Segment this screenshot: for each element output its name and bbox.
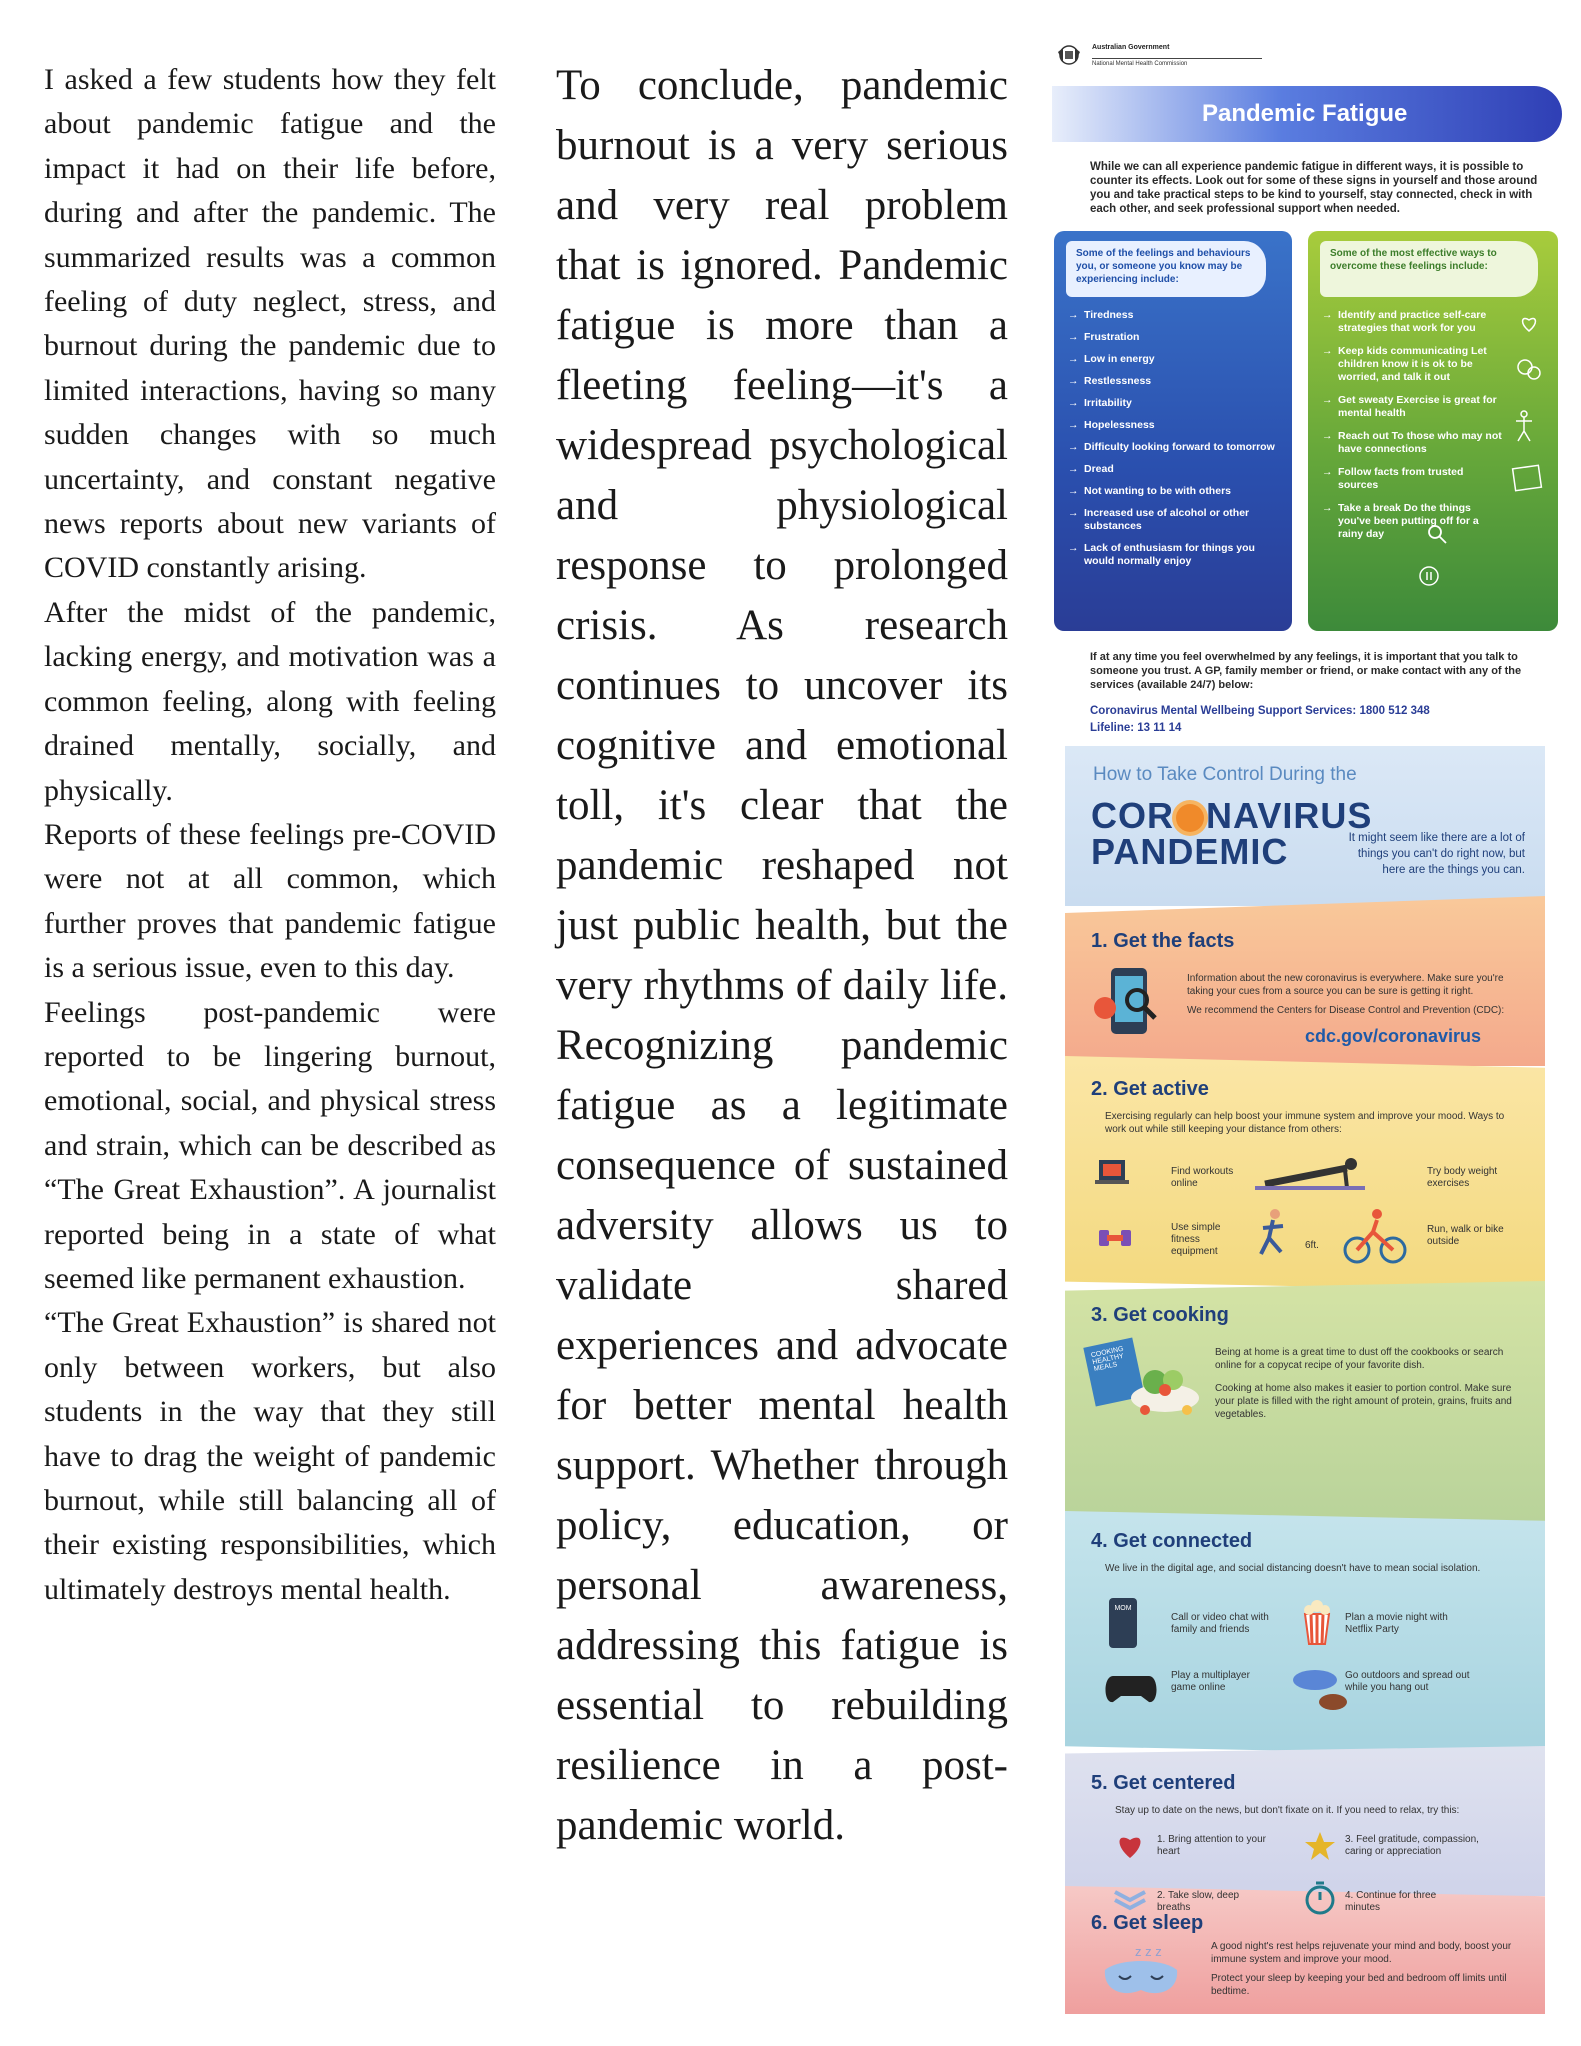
coat-of-arms-icon bbox=[1054, 40, 1084, 70]
title-part: COR bbox=[1091, 795, 1174, 836]
cdc-link[interactable]: cdc.gov/coronavirus bbox=[1305, 1026, 1482, 1046]
section-heading: 4. Get connected bbox=[1091, 1530, 1253, 1552]
list-item: → Dread bbox=[1068, 463, 1278, 476]
caption: Find workouts online bbox=[1171, 1166, 1234, 1189]
paragraph-students-survey: I asked a few students how they felt about pandemic fatigue and the impact it had on their life before, during and after the pandemic. The summarized results was a common feeling of duty neglect, stress, and burnout during the pandemic due to limited interactions, having so many sudden changes with so much uncertainty, and constant negative news reports about new variants of COVID constantly arising. bbox=[44, 63, 496, 585]
section-text: A good night's rest helps rejuvenate your mind and body, boost your immune system and improve your mood. bbox=[1211, 1941, 1512, 1965]
phone-magnifier-icon bbox=[1093, 964, 1163, 1044]
feelings-box bbox=[1054, 231, 1292, 631]
caption: Run, walk or bike outside bbox=[1427, 1224, 1504, 1247]
take-control-infographic bbox=[1065, 746, 1545, 2014]
frisbee-football-icon bbox=[1291, 1662, 1351, 1716]
coping-heading: Some of the most effective ways to overcome these feelings include: bbox=[1320, 241, 1538, 297]
star-icon bbox=[1303, 1830, 1337, 1862]
list-item: → Hopelessness bbox=[1068, 419, 1278, 432]
feelings-list bbox=[1068, 309, 1278, 577]
popcorn-icon bbox=[1297, 1596, 1337, 1646]
section-heading: 3. Get cooking bbox=[1091, 1304, 1229, 1326]
infographic-title bbox=[1091, 795, 1373, 872]
section-heading: 1. Get the facts bbox=[1091, 930, 1235, 952]
list-item: → Keep kids communicating Let children know it is ok to be worried, and talk it out bbox=[1322, 345, 1502, 384]
caption: Plan a movie night with Netflix Party bbox=[1345, 1612, 1448, 1635]
virus-icon bbox=[1176, 804, 1204, 832]
list-item: → Irritability bbox=[1068, 397, 1278, 410]
section-text: Cooking at home also makes it easier to portion control. Make sure your plate is filled with the right amount of protein, grains, fruits and vegetables. bbox=[1215, 1383, 1512, 1420]
section-heading: 2. Get active bbox=[1091, 1078, 1209, 1100]
plank-person-icon bbox=[1255, 1156, 1365, 1192]
section-text: Stay up to date on the news, but don't fixate on it. If you need to relax, try this: bbox=[1115, 1805, 1460, 1816]
title-banner bbox=[1052, 86, 1562, 142]
sticky-note-icon bbox=[1510, 463, 1544, 493]
list-item: → Not wanting to be with others bbox=[1068, 485, 1278, 498]
coronavirus-support-line: Coronavirus Mental Wellbeing Support Services: 1800 512 348 bbox=[1090, 705, 1430, 717]
list-item: → Increased use of alcohol or other substances bbox=[1068, 507, 1278, 533]
cookbook-icon: COOKING HEALTHY MEALS bbox=[1083, 1337, 1144, 1406]
title-part: PANDEMIC bbox=[1091, 831, 1289, 872]
coping-box bbox=[1308, 231, 1558, 631]
paragraph-pre-covid: Reports of these feelings pre-COVID were not at all common, which further proves that pandemic fatigue is a serious issue, even to this day. bbox=[44, 817, 496, 985]
paragraph-after-pandemic: After the midst of the pandemic, lacking energy, and motivation was a common feeling, along with feeling drained mentally, socially, and physically. bbox=[44, 595, 496, 807]
laptop-workout-icon bbox=[1095, 1156, 1135, 1192]
caption: 1. Bring attention to your heart bbox=[1157, 1834, 1266, 1857]
stretching-person-icon bbox=[1512, 409, 1536, 443]
caption: 2. Take slow, deep breaths bbox=[1157, 1890, 1240, 1913]
list-item: → Reach out To those who may not have connections bbox=[1322, 430, 1502, 456]
phone-call-icon bbox=[1109, 1598, 1137, 1648]
lifeline-number: Lifeline: 13 11 14 bbox=[1090, 722, 1182, 734]
runner-icon bbox=[1253, 1208, 1293, 1264]
section-heading: 6. Get sleep bbox=[1091, 1912, 1204, 1934]
list-item: → Follow facts from trusted sources bbox=[1322, 466, 1502, 492]
phone-label: MOM bbox=[1114, 1605, 1132, 1612]
pause-icon bbox=[1418, 565, 1440, 587]
list-item: → Identify and practice self-care strategies that work for you bbox=[1322, 309, 1502, 335]
title-part: NAVIRUS bbox=[1206, 795, 1373, 836]
distance-label: 6ft. bbox=[1305, 1240, 1319, 1251]
gov-divider bbox=[1092, 58, 1262, 59]
caption: Call or video chat with family and friends bbox=[1171, 1612, 1269, 1635]
zzz-text: z z z bbox=[1135, 1944, 1162, 1959]
pandemic-fatigue-infographic bbox=[1052, 38, 1564, 760]
gov-title: Australian Government bbox=[1092, 44, 1170, 51]
sleep-mask-icon bbox=[1099, 1958, 1183, 2002]
game-controller-icon bbox=[1103, 1668, 1159, 1708]
gov-subtitle: National Mental Health Commission bbox=[1092, 61, 1188, 67]
list-item: → Low in energy bbox=[1068, 353, 1278, 366]
stopwatch-icon bbox=[1303, 1880, 1337, 1916]
section-text: We live in the digital age, and social distancing doesn't have to mean social isolation. bbox=[1105, 1563, 1481, 1574]
caption: Play a multiplayer game online bbox=[1171, 1670, 1250, 1693]
hands-heart-icon bbox=[1514, 307, 1544, 337]
middle-column-text bbox=[556, 56, 1008, 1856]
infographic-subtitle: How to Take Control During the bbox=[1093, 764, 1357, 785]
section-heading: 5. Get centered bbox=[1091, 1772, 1236, 1794]
list-item: → Restlessness bbox=[1068, 375, 1278, 388]
list-item: → Take a break Do the things you've been putting off for a rainy day bbox=[1322, 502, 1502, 541]
caption: Try body weight exercises bbox=[1427, 1166, 1498, 1189]
paragraph-great-exhaustion: “The Great Exhaustion” is shared not only between workers, but also students in the way that they still have to drag the weight of pandemic burnout, while still balancing all of their existing responsibilities, which ultimately destroys mental health. bbox=[44, 1306, 496, 1606]
section-text: We recommend the Centers for Disease Control and Prevention (CDC): bbox=[1187, 1005, 1505, 1016]
list-item: → Lack of enthusiasm for things you would normally enjoy bbox=[1068, 542, 1278, 568]
caption: Use simple fitness equipment bbox=[1171, 1222, 1221, 1257]
magnifier-icon bbox=[1426, 523, 1448, 545]
intro-text: While we can all experience pandemic fatigue in different ways, it is possible to counter its effects. Look out for some of these signs in yourself and those around you and take practical steps to be kind to yourself, stay connected, check in with each other, and seek professional support when needed. bbox=[1090, 161, 1538, 215]
list-item: → Frustration bbox=[1068, 331, 1278, 344]
caption: 4. Continue for three minutes bbox=[1345, 1890, 1437, 1913]
heart-icon bbox=[1113, 1830, 1147, 1860]
chat-bubbles-icon bbox=[1514, 355, 1544, 385]
section-text: Protect your sleep by keeping your bed and bedroom off limits until bedtime. bbox=[1211, 1973, 1507, 1997]
paragraph-post-pandemic: Feelings post-pandemic were reported to be lingering burnout, emotional, social, and physical stress and strain, which can be described as “The Great Exhaustion”. A journalist reported being in a state of what seemed like permanent exhaustion. bbox=[44, 995, 496, 1295]
coping-list bbox=[1322, 309, 1502, 551]
header-tagline: It might seem like there are a lot of things you can't do right now, but here are the things you can. bbox=[1348, 832, 1525, 876]
dumbbell-icon bbox=[1095, 1216, 1135, 1256]
section-text: Being at home is a great time to dust off the cookbooks or search online for a copycat recipe of your favorite dish. bbox=[1215, 1347, 1504, 1371]
centered-band bbox=[1065, 1746, 1545, 1896]
feelings-heading: Some of the feelings and behaviours you, or someone you know may be experiencing include: bbox=[1066, 241, 1266, 297]
support-text: If at any time you feel overwhelmed by any feelings, it is important that you talk to someone you trust. A GP, family member or friend, or make contact with any of the services (available 24/7) below: bbox=[1090, 651, 1522, 691]
caption: Go outdoors and spread out while you hang out bbox=[1345, 1670, 1470, 1693]
paragraph-conclusion: To conclude, pandemic burnout is a very serious and very real problem that is ignored. Pandemic fatigue is more than a fleeting feeling—it's a widespread psychological and physiological response to prolonged crisis. As research continues to uncover its cognitive and emotional toll, it's clear that the pandemic reshaped not just public health, but the very rhythms of daily life. Recognizing pandemic fatigue as a legitimate consequence of sustained adversity allows us to validate shared experiences and advocate for better mental health support. Whether through policy, education, or personal awareness, addressing this fatigue is essential to rebuilding resilience in a post-pandemic world. bbox=[556, 62, 1008, 1849]
section-text: Exercising regularly can help boost your immune system and improve your mood. Ways to work out while still keeping your distance from others: bbox=[1105, 1111, 1505, 1135]
breath-waves-icon bbox=[1113, 1884, 1147, 1914]
list-item: → Get sweaty Exercise is great for mental health bbox=[1322, 394, 1502, 420]
salad-bowl-icon bbox=[1125, 1346, 1205, 1426]
cyclist-icon bbox=[1343, 1206, 1407, 1266]
section-text: Information about the new coronavirus is everywhere. Make sure you're taking your cues from a source you can be sure is getting it right. bbox=[1187, 973, 1504, 997]
left-column-text bbox=[44, 58, 496, 1612]
banner-title: Pandemic Fatigue bbox=[1202, 100, 1408, 127]
list-item: → Difficulty looking forward to tomorrow bbox=[1068, 441, 1278, 454]
caption: 3. Feel gratitude, compassion, caring or appreciation bbox=[1345, 1834, 1479, 1857]
government-logo bbox=[1052, 38, 1352, 78]
list-item: → Tiredness bbox=[1068, 309, 1278, 322]
